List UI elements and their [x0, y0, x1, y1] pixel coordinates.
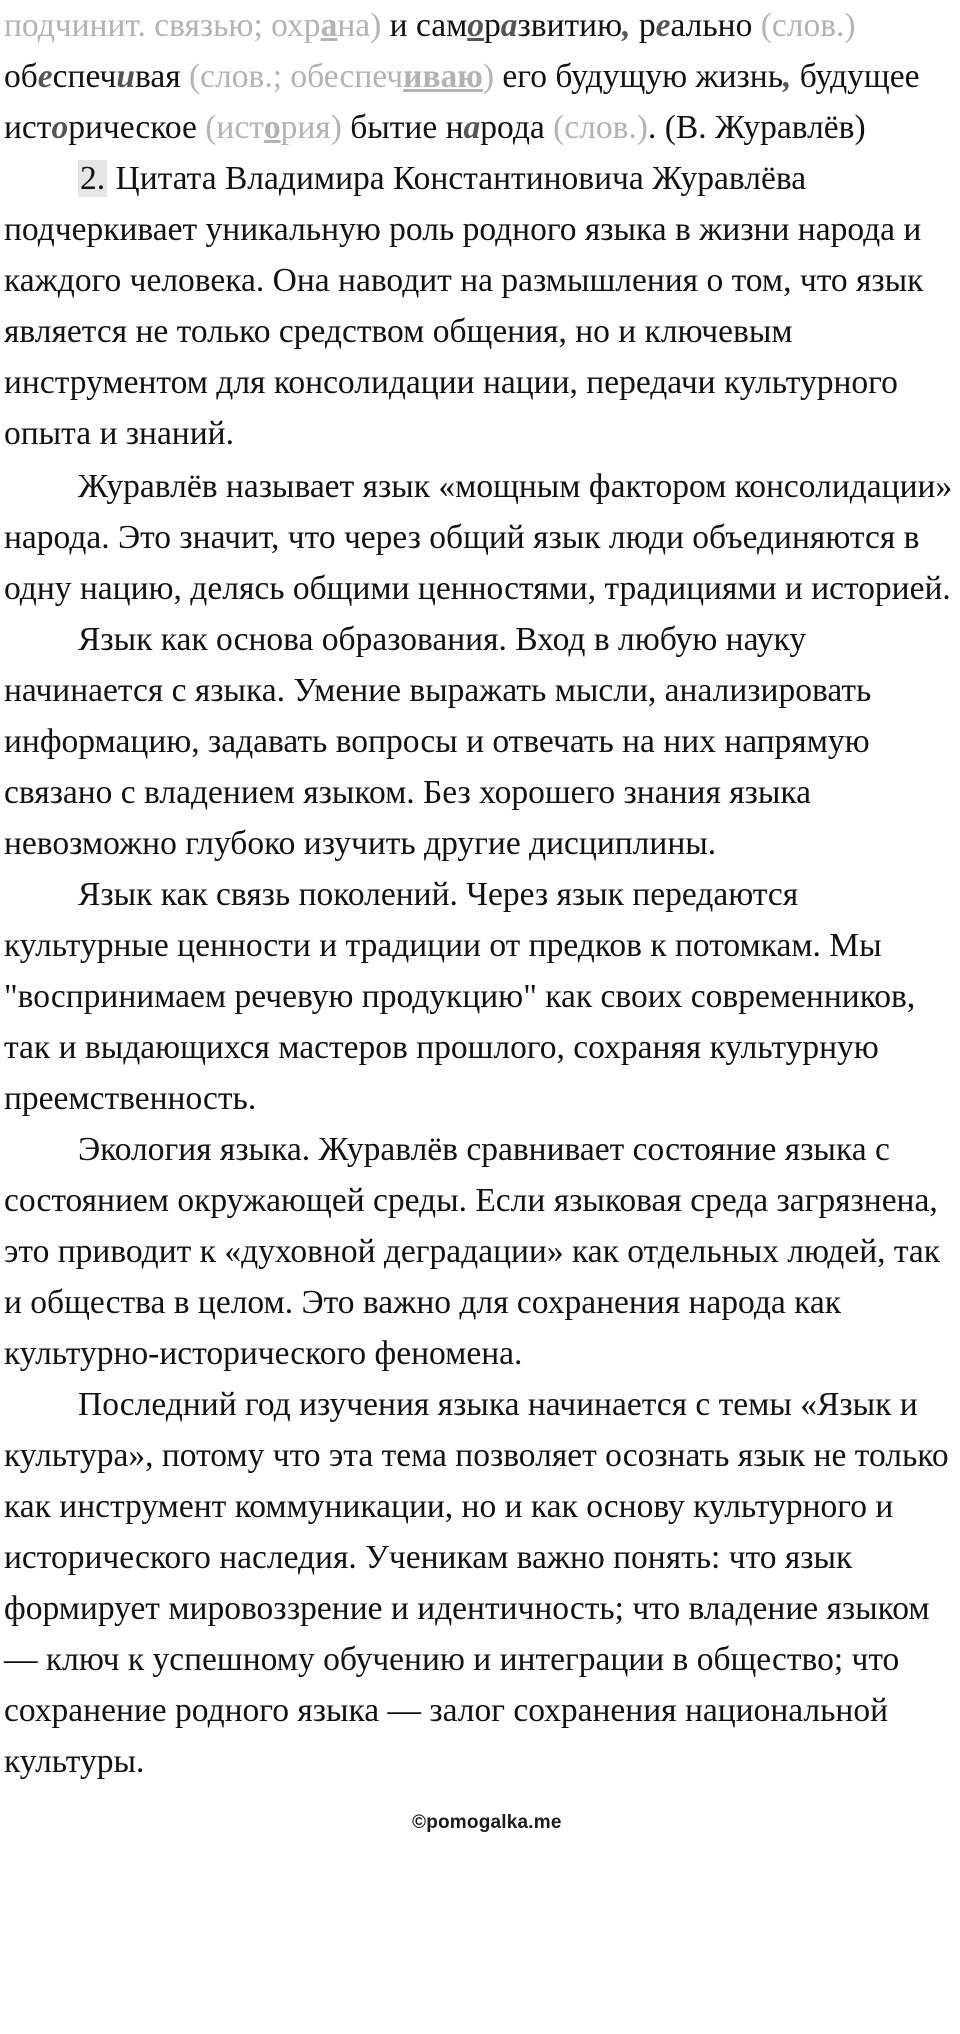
- paragraph-text: Последний год изучения языка начинается с темы «Язык и культура», потому что эта тема позволяет осознать язык не только как инструмент коммуникации, но и как основу культурного и исторического наследия. Ученикам важно понять: что язык формирует мировоззрение и идентичность; что владение языком — ключ к успешному обучению и интеграции в общество; что сохранение родного языка — залог сохранения национальной культуры.: [4, 1386, 949, 1780]
- text-run: об: [4, 58, 38, 95]
- section-number: 2.: [80, 160, 106, 197]
- text-run: и сам: [381, 7, 468, 44]
- text-run: вая: [135, 58, 190, 95]
- text-run: рода: [480, 109, 554, 146]
- gray-note: (ист: [205, 109, 264, 146]
- marked-suffix: иваю: [403, 58, 483, 95]
- gray-note: на): [337, 7, 382, 44]
- marked-letter: о: [263, 109, 281, 146]
- paragraph-text: Журавлёв называет язык «мощным фактором консолидации» народа. Это значит, что через общий язык люди объединяются в одну нацию, делясь общими ценностями, традициями и историей.: [4, 468, 953, 607]
- marked-letter: о: [51, 109, 69, 146]
- paragraph-top-fragment: [4, 0, 956, 153]
- text-run: ально: [670, 7, 761, 44]
- document-page: [4, 0, 956, 1787]
- text-run: звитию: [517, 7, 623, 44]
- gray-note: (слов.; обеспеч: [189, 58, 404, 95]
- marked-letter: е: [655, 7, 671, 44]
- paragraph-2: [4, 461, 956, 614]
- paragraph-4: [4, 869, 956, 1124]
- marked-comma: ,: [622, 7, 631, 44]
- text-run: р: [484, 7, 501, 44]
- gray-note: подчинит. связью; охр: [4, 7, 321, 44]
- marked-letter: е: [37, 58, 53, 95]
- gray-note: (слов.): [553, 109, 648, 146]
- text-run: будущее ист: [4, 58, 920, 146]
- text-run: спеч: [52, 58, 117, 95]
- text-run: . (В. Журавлёв): [647, 109, 866, 146]
- paragraph-text: Язык как основа образования. Вход в любую науку начинается с языка. Умение выражать мысли, анализировать информацию, задавать вопросы и отвечать на них напрямую связано с владением языком. Без хорошего знания языка невозможно глубоко изучить другие дисциплины.: [4, 621, 872, 862]
- text-run: бытие н: [341, 109, 464, 146]
- marked-letter: о: [467, 7, 485, 44]
- text-run: рическое: [68, 109, 206, 146]
- marked-letter: а: [463, 109, 481, 146]
- marked-letter: и: [116, 58, 135, 95]
- paragraph-1: [4, 153, 956, 459]
- gray-note: (слов.): [760, 7, 856, 44]
- gray-note: ): [482, 58, 495, 95]
- text-run: р: [630, 7, 656, 44]
- text-run: его будущую жизнь: [494, 58, 783, 95]
- paragraph-text: Цитата Владимира Константиновича Журавлёва подчеркивает уникальную роль родного языка в жизни народа и каждого человека. Она наводит на размышления о том, что язык является не только средством общения, но и ключевым инструментом для консолидации нации, передачи культурного опыта и знаний.: [4, 160, 924, 452]
- paragraph-6: [4, 1379, 956, 1787]
- marked-letter: а: [320, 7, 338, 44]
- gray-note: рия): [280, 109, 342, 146]
- watermark: ©pomogalka.me: [412, 1812, 562, 1833]
- paragraph-text: Экология языка. Журавлёв сравнивает состояние языка с состоянием окружающей среды. Если языковая среда загрязнена, это приводит к «духовной деградации» как отдельных людей, так и общества в целом. Это важно для сохранения народа как культурно-исторического феномена.: [4, 1131, 941, 1372]
- marked-letter: а: [500, 7, 518, 44]
- paragraph-text: Язык как связь поколений. Через язык передаются культурные ценности и традиции от предков к потомкам. Мы "воспринимаем речевую продукцию" как своих современников, так и выдающихся мастеров прошлого, сохраняя культурную преемственность.: [4, 876, 916, 1117]
- paragraph-5: [4, 1124, 956, 1379]
- paragraph-3: [4, 614, 956, 869]
- marked-comma: ,: [782, 58, 792, 95]
